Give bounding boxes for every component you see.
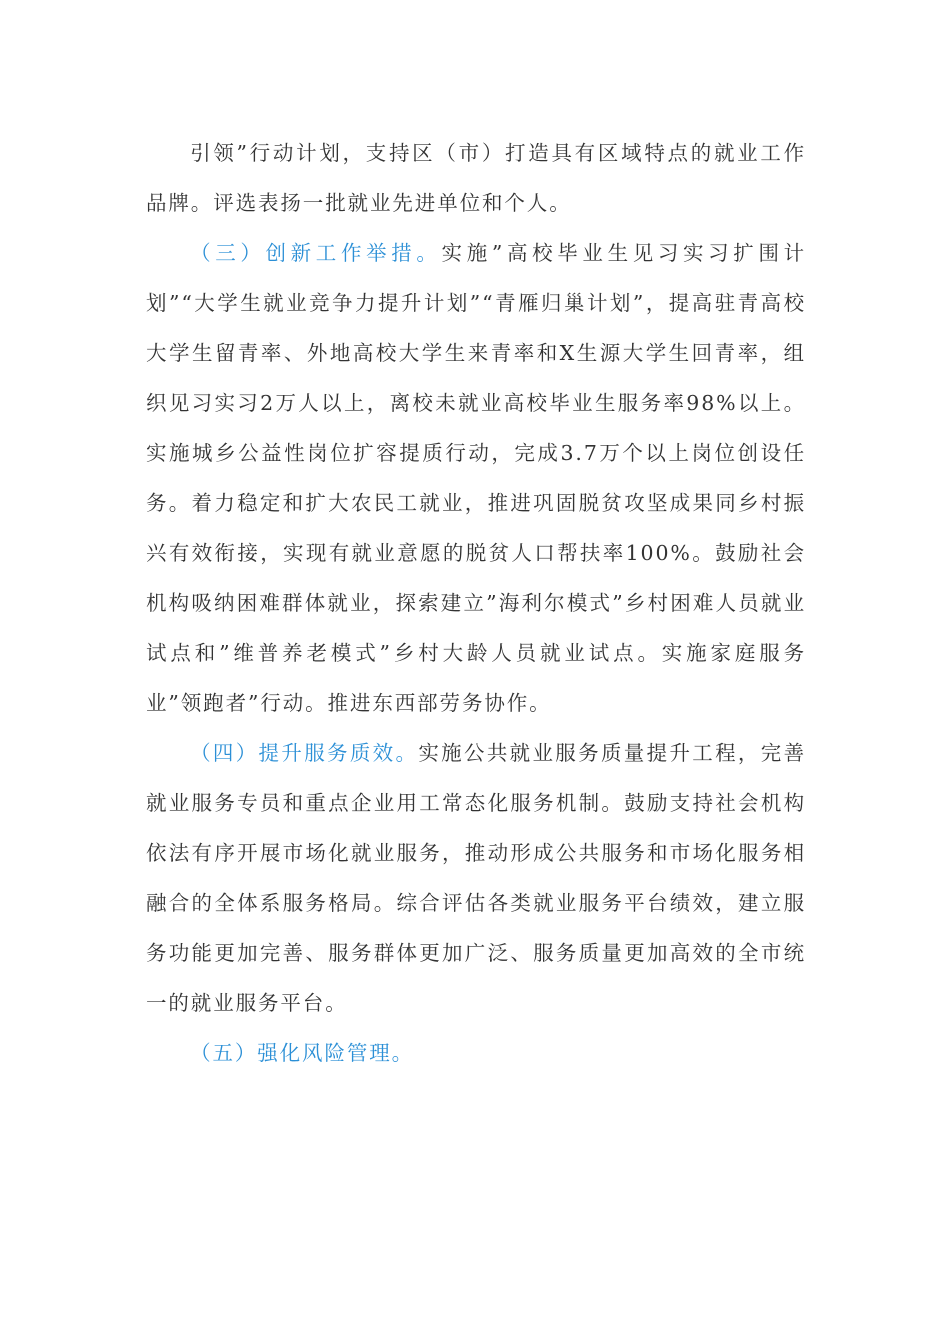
paragraph-text: 引领”行动计划，支持区（市）打造具有区域特点的就业工作品牌。评选表扬一批就业先进单位和个人。 [146, 141, 806, 215]
paragraph-continuation [146, 128, 806, 228]
paragraph-section-4 [146, 728, 806, 1028]
paragraph-section-5 [146, 1028, 806, 1078]
paragraph-text: 实施公共就业服务质量提升工程，完善就业服务专员和重点企业用工常态化服务机制。鼓励支持社会机构依法有序开展市场化就业服务，推动形成公共服务和市场化服务相融合的全体系服务格局。综合评估各类就业服务平台绩效，建立服务功能更加完善、服务群体更加广泛、服务质量更加高效的全市统一的就业服务平台。 [146, 741, 806, 1015]
section-heading-3: （三）创新工作举措。 [190, 241, 442, 265]
section-heading-4: （四）提升服务质效。 [190, 741, 419, 765]
section-heading-5: （五）强化风险管理。 [190, 1041, 415, 1065]
document-body [146, 128, 806, 1078]
paragraph-section-3 [146, 228, 806, 728]
paragraph-text: 实施”高校毕业生见习实习扩围计划”“大学生就业竞争力提升计划”“青雁归巢计划”，提高驻青高校大学生留青率、外地高校大学生来青率和X生源大学生回青率，组织见习实习2万人以上，离校未就业高校毕业生服务率98%以上。实施城乡公益性岗位扩容提质行动，完成3.7万个以上岗位创设任务。着力稳定和扩大农民工就业，推进巩固脱贫攻坚成果同乡村振兴有效衔接，实现有就业意愿的脱贫人口帮扶率100%。鼓励社会机构吸纳困难群体就业，探索建立”海利尔模式”乡村困难人员就业试点和”维普养老模式”乡村大龄人员就业试点。实施家庭服务业”领跑者”行动。推进东西部劳务协作。 [146, 241, 806, 715]
